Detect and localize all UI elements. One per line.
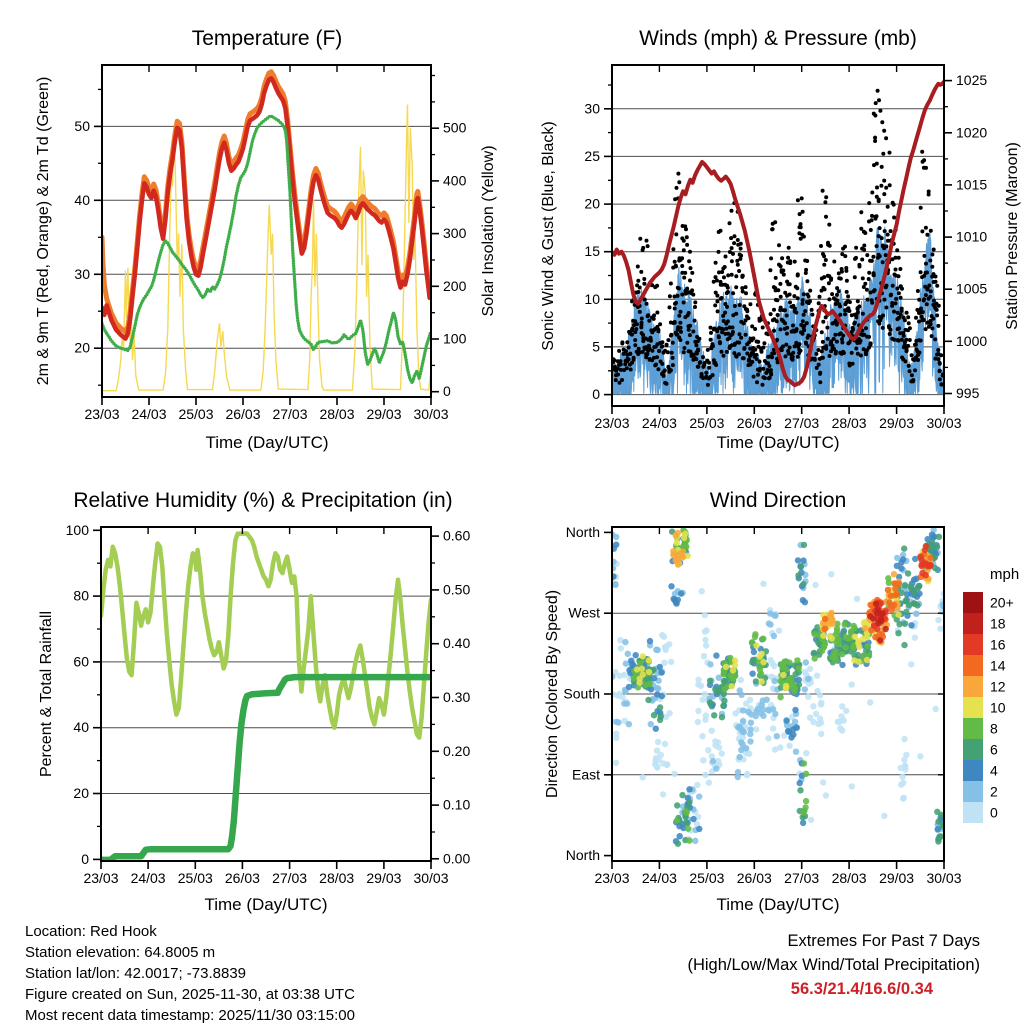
svg-text:25/03: 25/03 xyxy=(178,406,214,422)
svg-text:1000: 1000 xyxy=(956,332,988,349)
svg-text:100: 100 xyxy=(443,330,467,347)
svg-text:12: 12 xyxy=(990,678,1006,695)
svg-text:25/03: 25/03 xyxy=(177,870,213,886)
svg-text:6: 6 xyxy=(990,741,998,758)
svg-text:4: 4 xyxy=(990,762,998,779)
svg-text:23/03: 23/03 xyxy=(83,870,119,886)
svg-text:20: 20 xyxy=(584,195,600,212)
svg-text:20: 20 xyxy=(74,339,90,356)
extremes-subtitle: (High/Low/Max Wind/Total Precipitation) xyxy=(687,956,980,974)
svg-text:24/03: 24/03 xyxy=(131,406,167,422)
svg-text:29/03: 29/03 xyxy=(879,870,915,886)
svg-text:500: 500 xyxy=(443,119,467,136)
svg-text:1010: 1010 xyxy=(956,228,988,245)
svg-text:27/03: 27/03 xyxy=(784,415,820,431)
title-temperature: Temperature (F) xyxy=(191,27,343,50)
xlabel-temperature: Time (Day/UTC) xyxy=(205,433,329,452)
footer-timestamp: Most recent data timestamp: 2025/11/30 03:15:00 xyxy=(25,1007,355,1024)
winds-series xyxy=(611,82,946,394)
svg-text:29/03: 29/03 xyxy=(879,415,915,431)
svg-text:South: South xyxy=(563,685,600,702)
svg-text:23/03: 23/03 xyxy=(84,406,120,422)
svg-text:West: West xyxy=(568,604,600,621)
svg-text:27/03: 27/03 xyxy=(784,870,820,886)
svg-text:0: 0 xyxy=(592,386,600,403)
svg-text:30: 30 xyxy=(74,265,90,282)
extremes-values: 56.3/21.4/16.6/0.34 xyxy=(790,980,933,998)
svg-text:26/03: 26/03 xyxy=(225,406,261,422)
title-wind-direction: Wind Direction xyxy=(709,489,847,512)
svg-text:0.30: 0.30 xyxy=(443,688,471,705)
ylabel-percent-rainfall: Percent & Total Rainfall xyxy=(38,610,55,778)
svg-text:North: North xyxy=(565,523,600,540)
svg-text:23/03: 23/03 xyxy=(594,415,630,431)
svg-text:60: 60 xyxy=(73,653,89,670)
xlabel-humidity: Time (Day/UTC) xyxy=(204,895,328,914)
svg-text:28/03: 28/03 xyxy=(319,870,355,886)
svg-text:30/03: 30/03 xyxy=(413,870,449,886)
svg-text:25/03: 25/03 xyxy=(689,415,725,431)
svg-text:28/03: 28/03 xyxy=(831,415,867,431)
svg-text:5: 5 xyxy=(592,338,600,355)
svg-text:200: 200 xyxy=(443,277,467,294)
footer-latlon: Station lat/lon: 42.0017; -73.8839 xyxy=(25,965,247,982)
footer-elevation: Station elevation: 64.8005 m xyxy=(25,944,216,961)
svg-text:29/03: 29/03 xyxy=(366,870,402,886)
svg-text:2: 2 xyxy=(990,783,998,800)
ylabel-direction: Direction (Colored By Speed) xyxy=(544,589,561,799)
xlabel-winddir: Time (Day/UTC) xyxy=(716,895,840,914)
svg-text:0.10: 0.10 xyxy=(443,796,471,813)
svg-text:24/03: 24/03 xyxy=(641,870,677,886)
svg-text:0.40: 0.40 xyxy=(443,635,471,652)
svg-text:15: 15 xyxy=(584,243,600,260)
station-info-footer xyxy=(25,921,355,1024)
svg-text:26/03: 26/03 xyxy=(736,870,772,886)
title-humidity-precip: Relative Humidity (%) & Precipitation (in) xyxy=(73,489,453,512)
svg-text:30/03: 30/03 xyxy=(926,870,962,886)
svg-text:300: 300 xyxy=(443,225,467,242)
extremes-title: Extremes For Past 7 Days xyxy=(787,932,980,950)
footer-created: Figure created on Sun, 2025-11-30, at 03:38 UTC xyxy=(25,986,355,1003)
svg-text:0: 0 xyxy=(81,850,89,867)
svg-text:28/03: 28/03 xyxy=(319,406,355,422)
humidity-series xyxy=(101,534,431,860)
extremes-block xyxy=(560,929,980,1001)
svg-text:24/03: 24/03 xyxy=(641,415,677,431)
svg-text:14: 14 xyxy=(990,657,1006,674)
svg-text:25/03: 25/03 xyxy=(689,870,725,886)
svg-text:26/03: 26/03 xyxy=(736,415,772,431)
temperature-plot xyxy=(74,65,466,422)
svg-text:28/03: 28/03 xyxy=(831,870,867,886)
ylabel-wind-left: Sonic Wind & Gust (Blue, Black) xyxy=(540,121,557,351)
svg-text:1005: 1005 xyxy=(956,280,988,297)
svg-text:East: East xyxy=(571,766,600,783)
svg-text:0.20: 0.20 xyxy=(443,742,471,759)
svg-text:1015: 1015 xyxy=(956,176,988,193)
ylabel-solar-right: Solar Insolation (Yellow) xyxy=(480,145,497,317)
svg-text:0: 0 xyxy=(443,383,451,400)
svg-text:29/03: 29/03 xyxy=(366,406,402,422)
svg-text:27/03: 27/03 xyxy=(272,406,308,422)
svg-text:80: 80 xyxy=(73,587,89,604)
svg-text:30/03: 30/03 xyxy=(413,406,449,422)
svg-text:24/03: 24/03 xyxy=(130,870,166,886)
temperature-series xyxy=(100,72,432,391)
svg-text:10: 10 xyxy=(990,699,1006,716)
svg-text:16: 16 xyxy=(990,636,1006,653)
winds-plot xyxy=(584,65,987,431)
svg-text:995: 995 xyxy=(956,384,980,401)
svg-text:0.50: 0.50 xyxy=(443,581,471,598)
svg-text:20+: 20+ xyxy=(990,594,1014,611)
svg-text:0.60: 0.60 xyxy=(443,527,471,544)
svg-text:25: 25 xyxy=(584,147,600,164)
svg-text:0: 0 xyxy=(990,804,998,821)
winddir-series xyxy=(609,527,947,847)
svg-text:27/03: 27/03 xyxy=(272,870,308,886)
humidity-plot xyxy=(66,522,471,886)
svg-text:10: 10 xyxy=(584,290,600,307)
svg-text:100: 100 xyxy=(65,521,89,538)
svg-text:20: 20 xyxy=(73,785,89,802)
xlabel-winds: Time (Day/UTC) xyxy=(716,433,840,452)
ylabel-pressure-right: Station Pressure (Maroon) xyxy=(1004,142,1021,330)
ylabel-temperature-left: 2m & 9m T (Red, Orange) & 2m Td (Green) xyxy=(35,76,52,386)
footer-location: Location: Red Hook xyxy=(25,923,157,940)
svg-text:30: 30 xyxy=(584,100,600,117)
svg-text:North: North xyxy=(565,847,600,864)
svg-text:23/03: 23/03 xyxy=(594,870,630,886)
speed-colorbar xyxy=(963,592,1014,823)
svg-text:50: 50 xyxy=(74,117,90,134)
svg-text:18: 18 xyxy=(990,615,1006,632)
legend-title-mph: mph xyxy=(990,566,1020,583)
svg-text:1025: 1025 xyxy=(956,72,988,89)
svg-text:1020: 1020 xyxy=(956,124,988,141)
svg-text:40: 40 xyxy=(74,191,90,208)
title-winds-pressure: Winds (mph) & Pressure (mb) xyxy=(639,27,917,50)
svg-text:8: 8 xyxy=(990,720,998,737)
svg-text:0.00: 0.00 xyxy=(443,850,471,867)
svg-text:400: 400 xyxy=(443,172,467,189)
svg-text:40: 40 xyxy=(73,719,89,736)
svg-text:26/03: 26/03 xyxy=(224,870,260,886)
winddir-plot xyxy=(563,524,1013,886)
svg-text:30/03: 30/03 xyxy=(926,415,962,431)
